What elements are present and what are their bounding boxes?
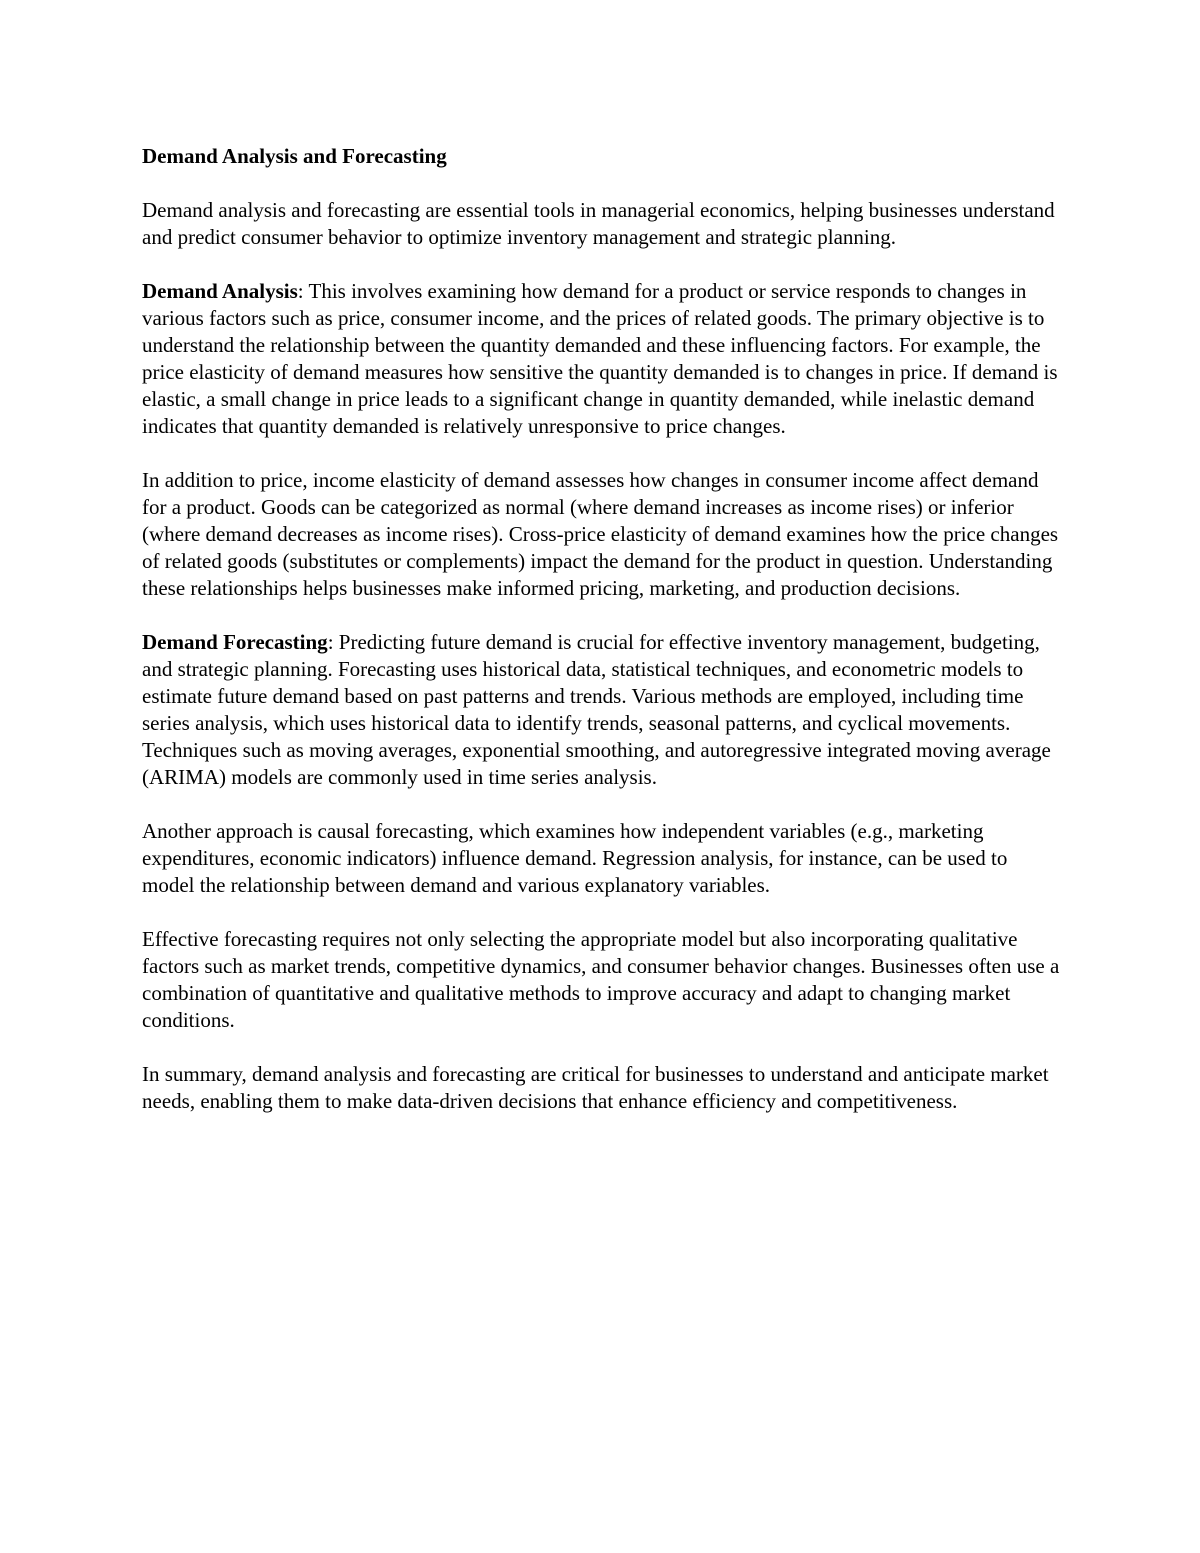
intro-paragraph: Demand analysis and forecasting are essential tools in managerial economics, helping businesses understand and predict consumer behavior to optimize inventory management and strategic planning. bbox=[142, 198, 1055, 249]
demand-analysis-text: : This involves examining how demand for a product or service responds to changes in various factors such as price, consumer income, and the prices of related goods. The primary objective is to understand the relationship between the quantity demanded and these influencing factors. For example, the price elasticity of demand measures how sensitive the quantity demanded is to changes in price. If demand is elastic, a small change in price leads to a significant change in quantity demanded, while inelastic demand indicates that quantity demanded is relatively unresponsive to price changes. bbox=[142, 279, 1058, 438]
document-body bbox=[142, 143, 1062, 1142]
demand-forecasting-text: : Predicting future demand is crucial for effective inventory management, budgeting, and strategic planning. Forecasting uses historical data, statistical techniques, and econometric models to estimate future demand based on past patterns and trends. Various methods are employed, including time series analysis, which uses historical data to identify trends, seasonal patterns, and cyclical movements. Techniques such as moving averages, exponential smoothing, and autoregressive integrated moving average (ARIMA) models are commonly used in time series analysis. bbox=[142, 630, 1051, 789]
summary-paragraph: In summary, demand analysis and forecasting are critical for businesses to understand and anticipate market needs, enabling them to make data-driven decisions that enhance efficiency and competitiveness. bbox=[142, 1062, 1049, 1113]
demand-forecasting-paragraph bbox=[142, 629, 1062, 791]
effective-forecasting-paragraph: Effective forecasting requires not only selecting the appropriate model but also incorporating qualitative factors such as market trends, competitive dynamics, and consumer behavior changes. Businesses often use a combination of quantitative and qualitative methods to improve accuracy and adapt to changing market conditions. bbox=[142, 927, 1060, 1032]
document-title: Demand Analysis and Forecasting bbox=[142, 144, 447, 168]
demand-analysis-paragraph bbox=[142, 278, 1062, 440]
elasticity-paragraph: In addition to price, income elasticity of demand assesses how changes in consumer income affect demand for a product. Goods can be categorized as normal (where demand increases as income rises) or inferior (where demand decreases as income rises). Cross-price elasticity of demand examines how the price changes of related goods (substitutes or complements) impact the demand for the product in question. Understanding these relationships helps businesses make informed pricing, marketing, and production decisions. bbox=[142, 468, 1059, 600]
demand-forecasting-heading: Demand Forecasting bbox=[142, 630, 328, 654]
causal-forecasting-paragraph: Another approach is causal forecasting, which examines how independent variables (e.g., marketing expenditures, economic indicators) influence demand. Regression analysis, for instance, can be used to model the relationship between demand and various explanatory variables. bbox=[142, 819, 1008, 897]
demand-analysis-heading: Demand Analysis bbox=[142, 279, 298, 303]
